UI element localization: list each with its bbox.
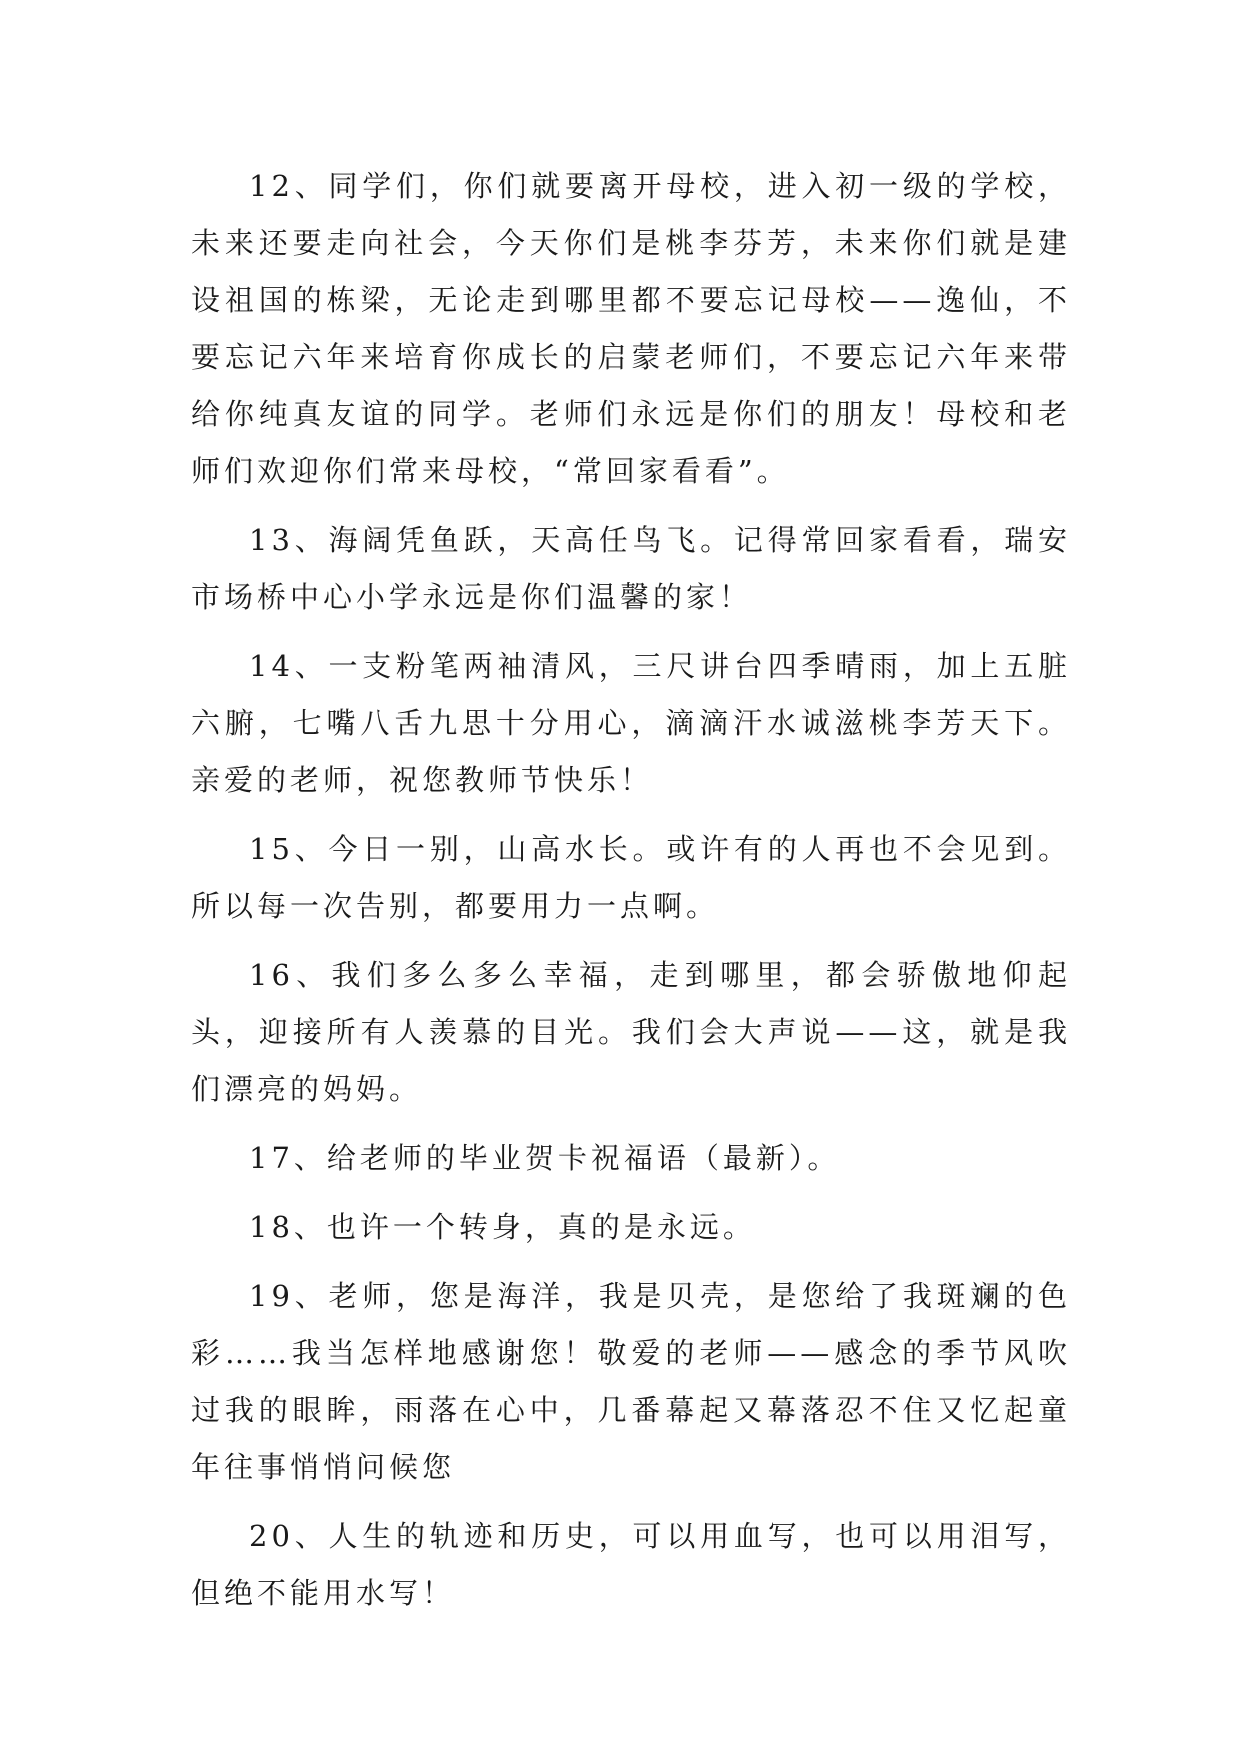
paragraph-19: 19、老师，您是海洋，我是贝壳，是您给了我斑斓的色彩……我当怎样地感谢您！敬爱的老师——感念的季节风吹过我的眼眸，雨落在心中，几番幕起又幕落忍不住又忆起童年往事悄悄问候您: [191, 1279, 1071, 1484]
paragraph-17: 17、给老师的毕业贺卡祝福语（最新）。: [249, 1141, 841, 1175]
paragraph-16: 16、我们多么多么幸福，走到哪里，都会骄傲地仰起头，迎接所有人羡慕的目光。我们会大声说——这，就是我们漂亮的妈妈。: [191, 958, 1071, 1106]
paragraph-20: 20、人生的轨迹和历史，可以用血写，也可以用泪写，但绝不能用水写！: [191, 1519, 1071, 1610]
paragraph-18: 18、也许一个转身，真的是永远。: [249, 1210, 756, 1244]
paragraph-14: 14、一支粉笔两袖清风，三尺讲台四季晴雨，加上五脏六腑，七嘴八舌九思十分用心，滴滴汗水诚滋桃李芳天下。亲爱的老师，祝您教师节快乐！: [191, 649, 1071, 797]
paragraph-15: 15、今日一别，山高水长。或许有的人再也不会见到。所以每一次告别，都要用力一点啊。: [191, 832, 1071, 923]
paragraph-13: 13、海阔凭鱼跃，天高任鸟飞。记得常回家看看，瑞安市场桥中心小学永远是你们温馨的家！: [191, 523, 1071, 614]
document-body: [191, 158, 1071, 1634]
paragraph-12: 12、同学们，你们就要离开母校，进入初一级的学校，未来还要走向社会，今天你们是桃李芬芳，未来你们就是建设祖国的栋梁，无论走到哪里都不要忘记母校——逸仙，不要忘记六年来培育你成长的启蒙老师们，不要忘记六年来带给你纯真友谊的同学。老师们永远是你们的朋友！母校和老师们欢迎你们常来母校，“常回家看看”。: [191, 169, 1071, 488]
